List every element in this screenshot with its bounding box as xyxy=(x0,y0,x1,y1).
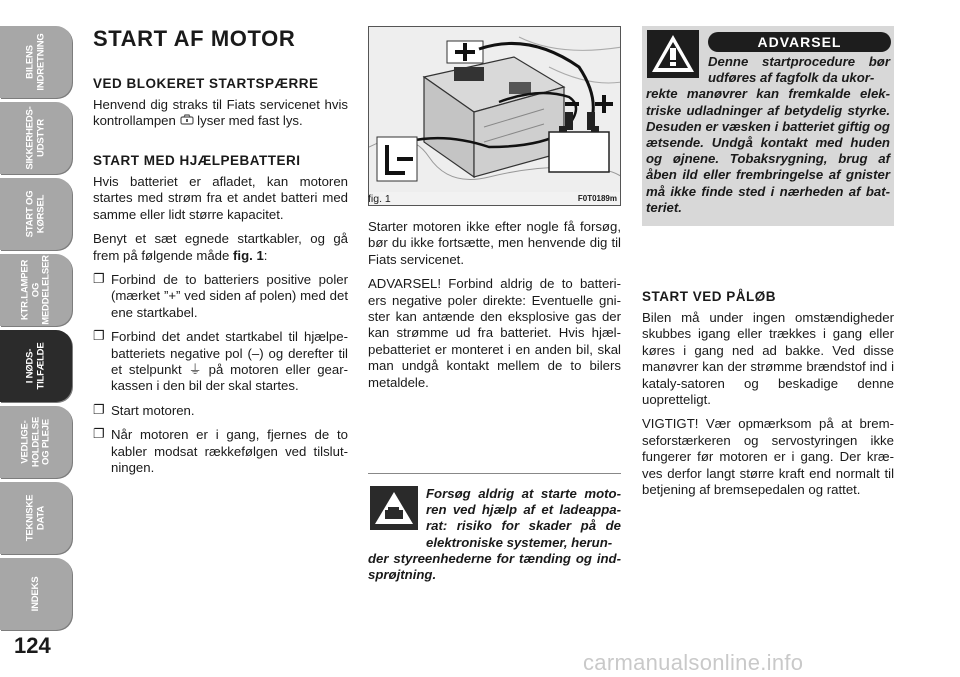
note-text: Forsøg aldrig at starte moto-ren ved hjælp af et ladeappa-rat: risiko for skader på de elektroniske systemer, herun- der styreenhederne for tænding og ind-sprøjtning. xyxy=(368,486,621,583)
figure-caption xyxy=(368,193,621,207)
tab-indeks[interactable] xyxy=(0,558,72,630)
charger-note xyxy=(368,473,621,583)
list-item: ❐ Når motoren er i gang, fjernes de to kabler modsat rækkefølgen ved tilslut-ningen. xyxy=(93,426,348,476)
figure-label: fig. 1 xyxy=(368,193,391,205)
section-heading: VED BLOKERET STARTSPÆRRE xyxy=(93,76,319,91)
warning-box xyxy=(642,26,894,226)
page-number: 124 xyxy=(14,633,51,658)
warning-text: Denne startprocedure bør udføres af fagfolk da ukor- rekte manøvrer kan fremkalde elek-triske udladninger af betydelig styrke. Desuden er væsken i batteriet giftig og ætsende. Undgå kontakt med huden og øjnene. Tobaksrygning, brug af åben ild eller frembringelse af gnister må ikke finde sted i nærheden af bat-teriet. xyxy=(646,54,890,215)
instruction-list xyxy=(93,272,348,476)
checkbox-bullet-icon: ❐ xyxy=(93,271,105,287)
list-item: ❐ Forbind de to batteriers positive poler (mærket ”+” ved siden af polen) med det ene startkabel. xyxy=(93,271,348,320)
warning-label: ADVARSEL xyxy=(708,32,891,52)
page-title: START AF MOTOR xyxy=(93,26,296,51)
checkbox-bullet-icon: ❐ xyxy=(93,401,105,417)
tab-label: VEDLIGE- HOLDELSE OG PLEJE xyxy=(19,416,52,468)
tab-ktr-lamper[interactable] xyxy=(0,254,72,326)
tab-vedligeholdelse[interactable] xyxy=(0,406,72,478)
section-blocked-immobilizer xyxy=(93,76,348,138)
section-jump-start xyxy=(93,153,348,485)
section-push-start xyxy=(642,289,894,506)
tab-sikkerhedsudstyr[interactable] xyxy=(0,102,72,174)
section-paragraph: ADVARSEL! Forbind aldrig de to batteri-ers negative poler direkte: Eventuelle gni-ster kan antænde den eksplosive gas der kan strømme ud fra batteriet. Hvis hjæl-pebatteriet er monteret i en anden bil, skal man undgå kontakt mellem de to bilers metaldele. xyxy=(368,276,621,390)
tab-tekniske-data[interactable] xyxy=(0,482,72,554)
section-heading: START VED PÅLØB xyxy=(642,289,777,304)
tab-label: START OG KØRSEL xyxy=(24,190,46,238)
section-paragraph: Benyt et sæt egnede startkabler, og gå frem på følgende måde fig. 1: xyxy=(93,231,348,263)
tab-start-og-korsel[interactable] xyxy=(0,178,72,250)
checkbox-bullet-icon: ❐ xyxy=(93,328,105,344)
tab-i-nodstilfaelde[interactable] xyxy=(0,330,72,402)
column-left xyxy=(93,26,348,476)
watermark: carmanualsonline.info xyxy=(583,650,804,675)
tab-label: I NØDS- TILFÆLDE xyxy=(24,342,46,390)
list-item: ❐ Start motoren. xyxy=(93,401,195,418)
tab-label: SIKKERHEDS- UDSTYR xyxy=(24,106,46,170)
tab-label: TEKNISKE DATA xyxy=(24,494,46,542)
tab-label: BILENS INDRETNING xyxy=(24,33,46,91)
tab-label: KTR.LAMPER OG MEDDELELSER xyxy=(19,255,52,325)
tab-bilens-indretning[interactable] xyxy=(0,26,72,98)
section-paragraph: Henvend dig straks til Fiats servicenet hvis kontrollampen lyser med fast lys. xyxy=(93,97,348,129)
jump-start-notes xyxy=(368,219,621,399)
list-item: ❐ Forbind det andet startkabel til hjælpe-batteriets negative pol (–) og derefter til et stelpunkt ⏚ på motoren eller gear-kassen i den bil der skal startes. xyxy=(93,328,348,394)
section-paragraph: Starter motoren ikke efter nogle få forsøg, bør du ikke fortsætte, men henvende dig til Fiats servicenet. xyxy=(368,219,621,267)
jump-start-illustration xyxy=(368,26,621,206)
figure-code: F0T0189m xyxy=(577,194,617,203)
section-paragraph: Bilen må under ingen omstændigheder skubbes igang eller trækkes i gang eller køres i gang ned ad bakke. Ved disse manøvrer kan der strømme brændstof ind i kataly-satoren og beskadige denne uopretteligt. xyxy=(642,310,894,408)
section-paragraph: Hvis batteriet er afladet, kan motoren startes med strøm fra et andet batteri med samme eller lidt større kapacitet. xyxy=(93,174,348,222)
figure-reference: fig. 1 xyxy=(233,247,264,263)
section-heading: START MED HJÆLPEBATTERI xyxy=(93,153,301,168)
warning-lamp-icon xyxy=(180,113,194,128)
tab-label: INDEKS xyxy=(29,576,41,612)
checkbox-bullet-icon: ❐ xyxy=(93,426,105,442)
section-paragraph: VIGTIGT! Vær opmærksom på at brem-seforstærkeren og servostyringen ikke fungerer før motoren er i gang. Der kræ-ves derfor langt større kraft end normalt til betjening af bremsepedalen og rattet. xyxy=(642,416,894,498)
